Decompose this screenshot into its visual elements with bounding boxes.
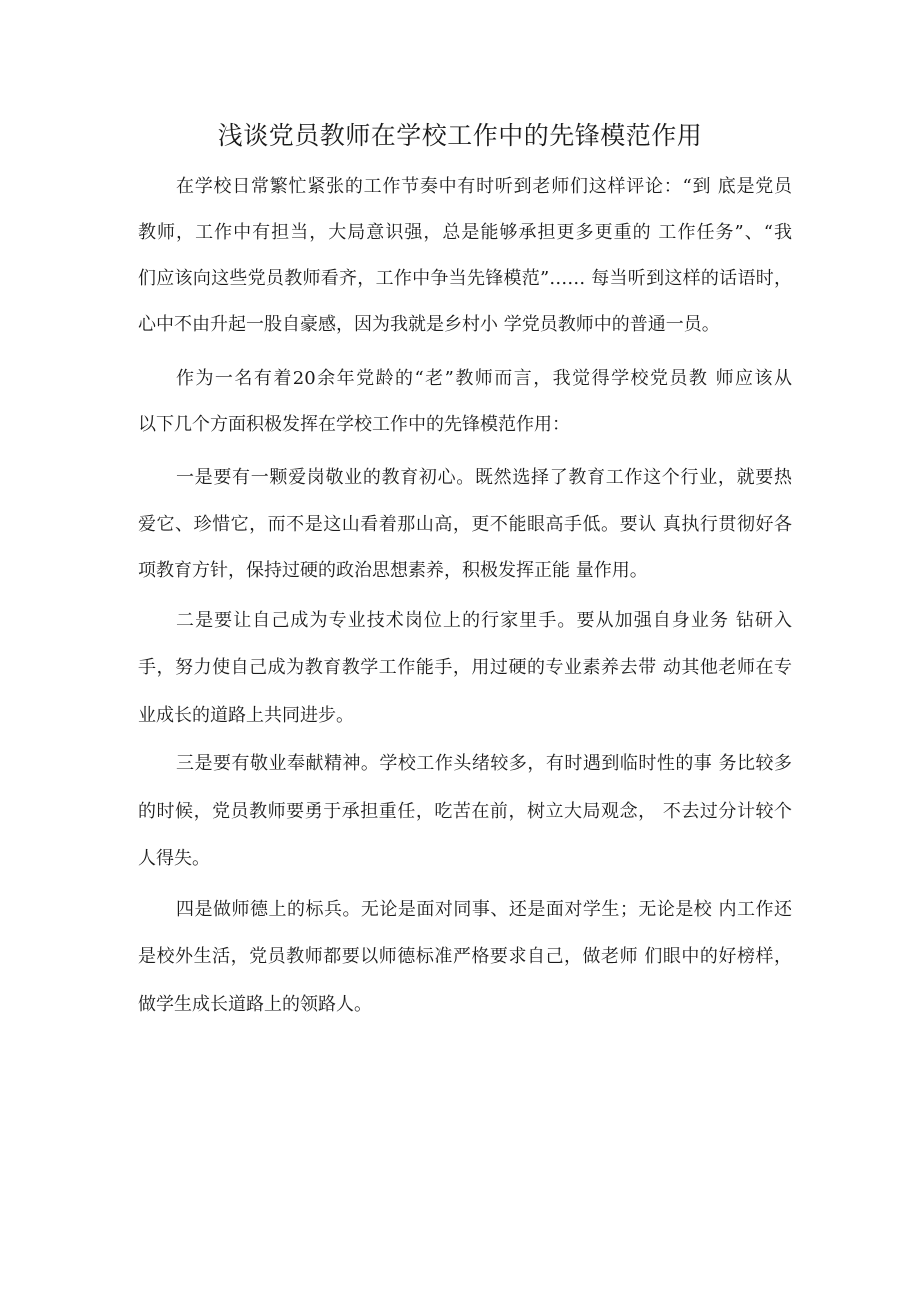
paragraph-3-line-3: 项教育方针，保持过硬的政治思想素养，积极发挥正能 量作用。 <box>138 560 648 581</box>
paragraph-3-line-1: 一是要有一颗爱岗敬业的教育初心。既然选择了教育工作这个行业，就要热 <box>176 467 792 488</box>
paragraph-6-line-1: 四是做师德上的标兵。无论是面对同事、还是面对学生；无论是校 内工作还 <box>176 899 792 920</box>
paragraph-2-line-1: 作为一名有着20余年党龄的“老”教师而言，我觉得学校党员教 师应该从 <box>176 368 792 389</box>
paragraph-1-line-1: 在学校日常繁忙紧张的工作节奏中有时听到老师们这样评论：“到 底是党员 <box>176 176 792 197</box>
document-title: 浅谈党员教师在学校工作中的先锋模范作用 <box>217 121 703 150</box>
paragraph-5-line-1: 三是要有敬业奉献精神。学校工作头绪较多，有时遇到临时性的事 务比较多 <box>176 753 792 774</box>
paragraph-5-line-2: 的时候，党员教师要勇于承担重任，吃苦在前，树立大局观念， 不去过分计较个 <box>138 801 792 822</box>
paragraph-6-line-2: 是校外生活，党员教师都要以师德标准严格要求自己，做老师 们眼中的好榜样， <box>138 946 792 967</box>
paragraph-1-line-3: 们应该向这些党员教师看齐，工作中争当先锋模范”…… 每当听到这样的话语时， <box>138 268 792 289</box>
paragraph-2-line-2: 以下几个方面积极发挥在学校工作中的先锋模范作用： <box>138 414 570 435</box>
paragraph-5-line-3: 人得失。 <box>138 848 210 869</box>
paragraph-1-line-4: 心中不由升起一股自豪感，因为我就是乡村小 学党员教师中的普通一员。 <box>138 314 720 335</box>
paragraph-4-line-1: 二是要让自己成为专业技术岗位上的行家里手。要从加强自身业务 钻研入 <box>176 610 792 631</box>
paragraph-4-line-3: 业成长的道路上共同进步。 <box>138 705 354 726</box>
paragraph-6-line-3: 做学生成长道路上的领路人。 <box>138 994 372 1015</box>
paragraph-4-line-2: 手，努力使自己成为教育教学工作能手，用过硬的专业素养去带 动其他老师在专 <box>138 657 792 678</box>
paragraph-1-line-2: 教师，工作中有担当，大局意识强，总是能够承担更多更重的 工作任务”、“我 <box>138 222 792 243</box>
paragraph-3-line-2: 爱它、珍惜它，而不是这山看着那山高，更不能眼高手低。要认 真执行贯彻好各 <box>138 514 792 535</box>
